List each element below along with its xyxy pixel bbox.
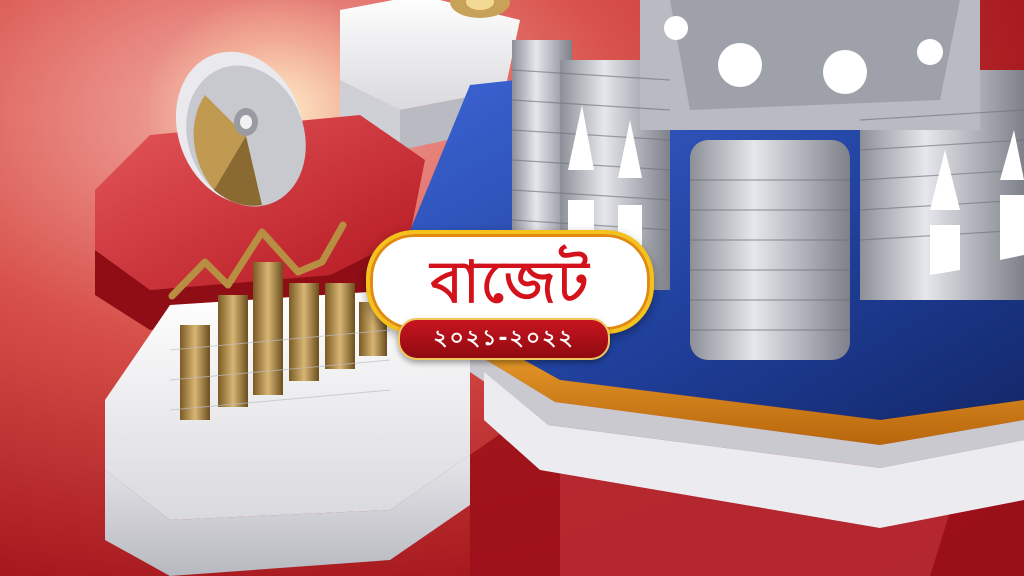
budget-title: বাজেট [430, 248, 590, 316]
fiscal-year-pill [398, 318, 610, 360]
fiscal-year-label: ২০২১-২০২২ [433, 325, 575, 351]
